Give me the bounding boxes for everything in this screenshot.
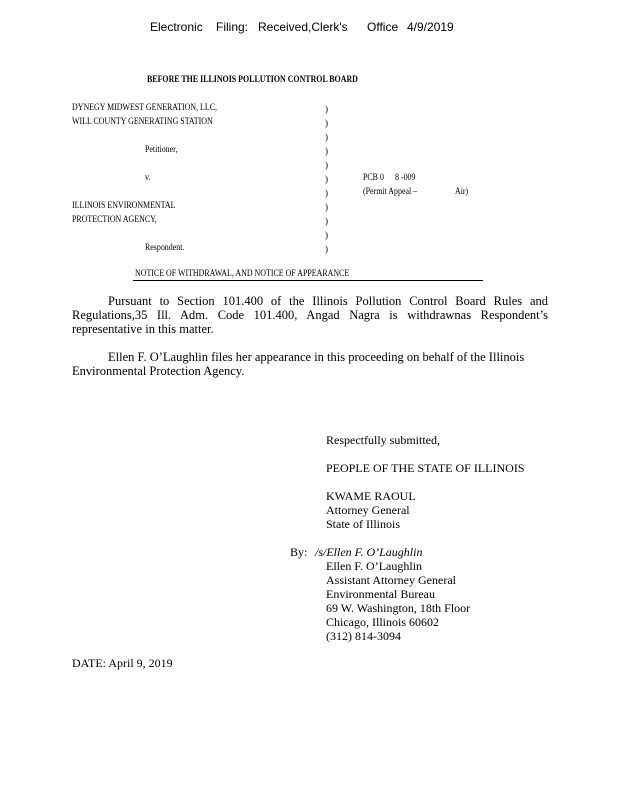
phone-number: (312) 814-3094 [326, 629, 401, 643]
stamp-date: 4/9/2019 [407, 20, 454, 34]
paragraph-1-line-2: Regulations,35 Ill. Adm. Code 101.400, Angad Nagra is withdrawnas Respondent’s [72, 308, 548, 322]
caption-paren: ) [325, 244, 328, 254]
notice-title-rule [133, 280, 483, 281]
respondent-label: Respondent. [145, 242, 185, 252]
board-title: BEFORE THE ILLINOIS POLLUTION CONTROL BOARD [147, 74, 358, 84]
caption-paren: ) [325, 202, 328, 212]
caption-paren: ) [325, 146, 328, 156]
signature-prefix: /s/ [315, 545, 327, 559]
stamp-office: Office [367, 20, 399, 34]
attorney-general-title: Attorney General [326, 503, 410, 517]
paragraph-1-line-3: representative in this matter. [72, 322, 214, 336]
petitioner-name-line1: DYNEGY MIDWEST GENERATION, LLC, [72, 102, 217, 112]
caption-paren: ) [325, 104, 328, 114]
address-line-2: Chicago, Illinois 60602 [326, 615, 439, 629]
attorney-general-name: KWAME RAOUL [326, 489, 416, 503]
petitioner-name-line2: WILL COUNTY GENERATING STATION [72, 116, 213, 126]
caption-paren: ) [325, 188, 328, 198]
case-number-prefix: PCB 0 [363, 172, 384, 182]
stamp-filing: Filing: [216, 20, 249, 34]
attorney-title: Assistant Attorney General [326, 573, 456, 587]
caption-paren: ) [325, 216, 328, 226]
caption-paren: ) [325, 160, 328, 170]
petitioner-label: Petitioner, [145, 144, 178, 154]
attorney-general-state: State of Illinois [326, 517, 400, 531]
signature-name: Ellen F. O’Laughlin [326, 545, 423, 559]
caption-paren: ) [325, 230, 328, 240]
signature-line [315, 545, 422, 560]
paragraph-2-line-1: Ellen F. O’Laughlin files her appearance in this proceeding on behalf of the Illinois [108, 350, 525, 364]
caption-paren: ) [325, 174, 328, 184]
case-type-suffix: Air) [455, 186, 469, 196]
caption-paren: ) [325, 118, 328, 128]
closing: Respectfully submitted, [326, 433, 440, 447]
respondent-name-line1: ILLINOIS ENVIRONMENTAL [72, 200, 176, 210]
stamp-electronic: Electronic [150, 20, 203, 34]
case-type-prefix: (Permit Appeal – [363, 186, 418, 196]
signature-by-label: By: [290, 545, 308, 559]
address-line-1: 69 W. Washington, 18th Floor [326, 601, 471, 615]
bureau-name: Environmental Bureau [326, 587, 435, 601]
paragraph-2-line-2: Environmental Protection Agency. [72, 364, 245, 378]
versus-label: v. [145, 172, 151, 182]
notice-title: NOTICE OF WITHDRAWAL, AND NOTICE OF APPEARANCE [135, 268, 350, 278]
attorney-name: Ellen F. O’Laughlin [326, 559, 423, 573]
case-number-suffix: 8 -009 [395, 172, 416, 182]
respondent-name-line2: PROTECTION AGENCY, [72, 214, 157, 224]
caption-paren: ) [325, 132, 328, 142]
party-name: PEOPLE OF THE STATE OF ILLINOIS [326, 461, 525, 475]
stamp-received: Received,Clerk's [258, 20, 348, 34]
date-line: DATE: April 9, 2019 [72, 656, 173, 670]
paragraph-1-line-1: Pursuant to Section 101.400 of the Illinois Pollution Control Board Rules and [108, 294, 548, 308]
